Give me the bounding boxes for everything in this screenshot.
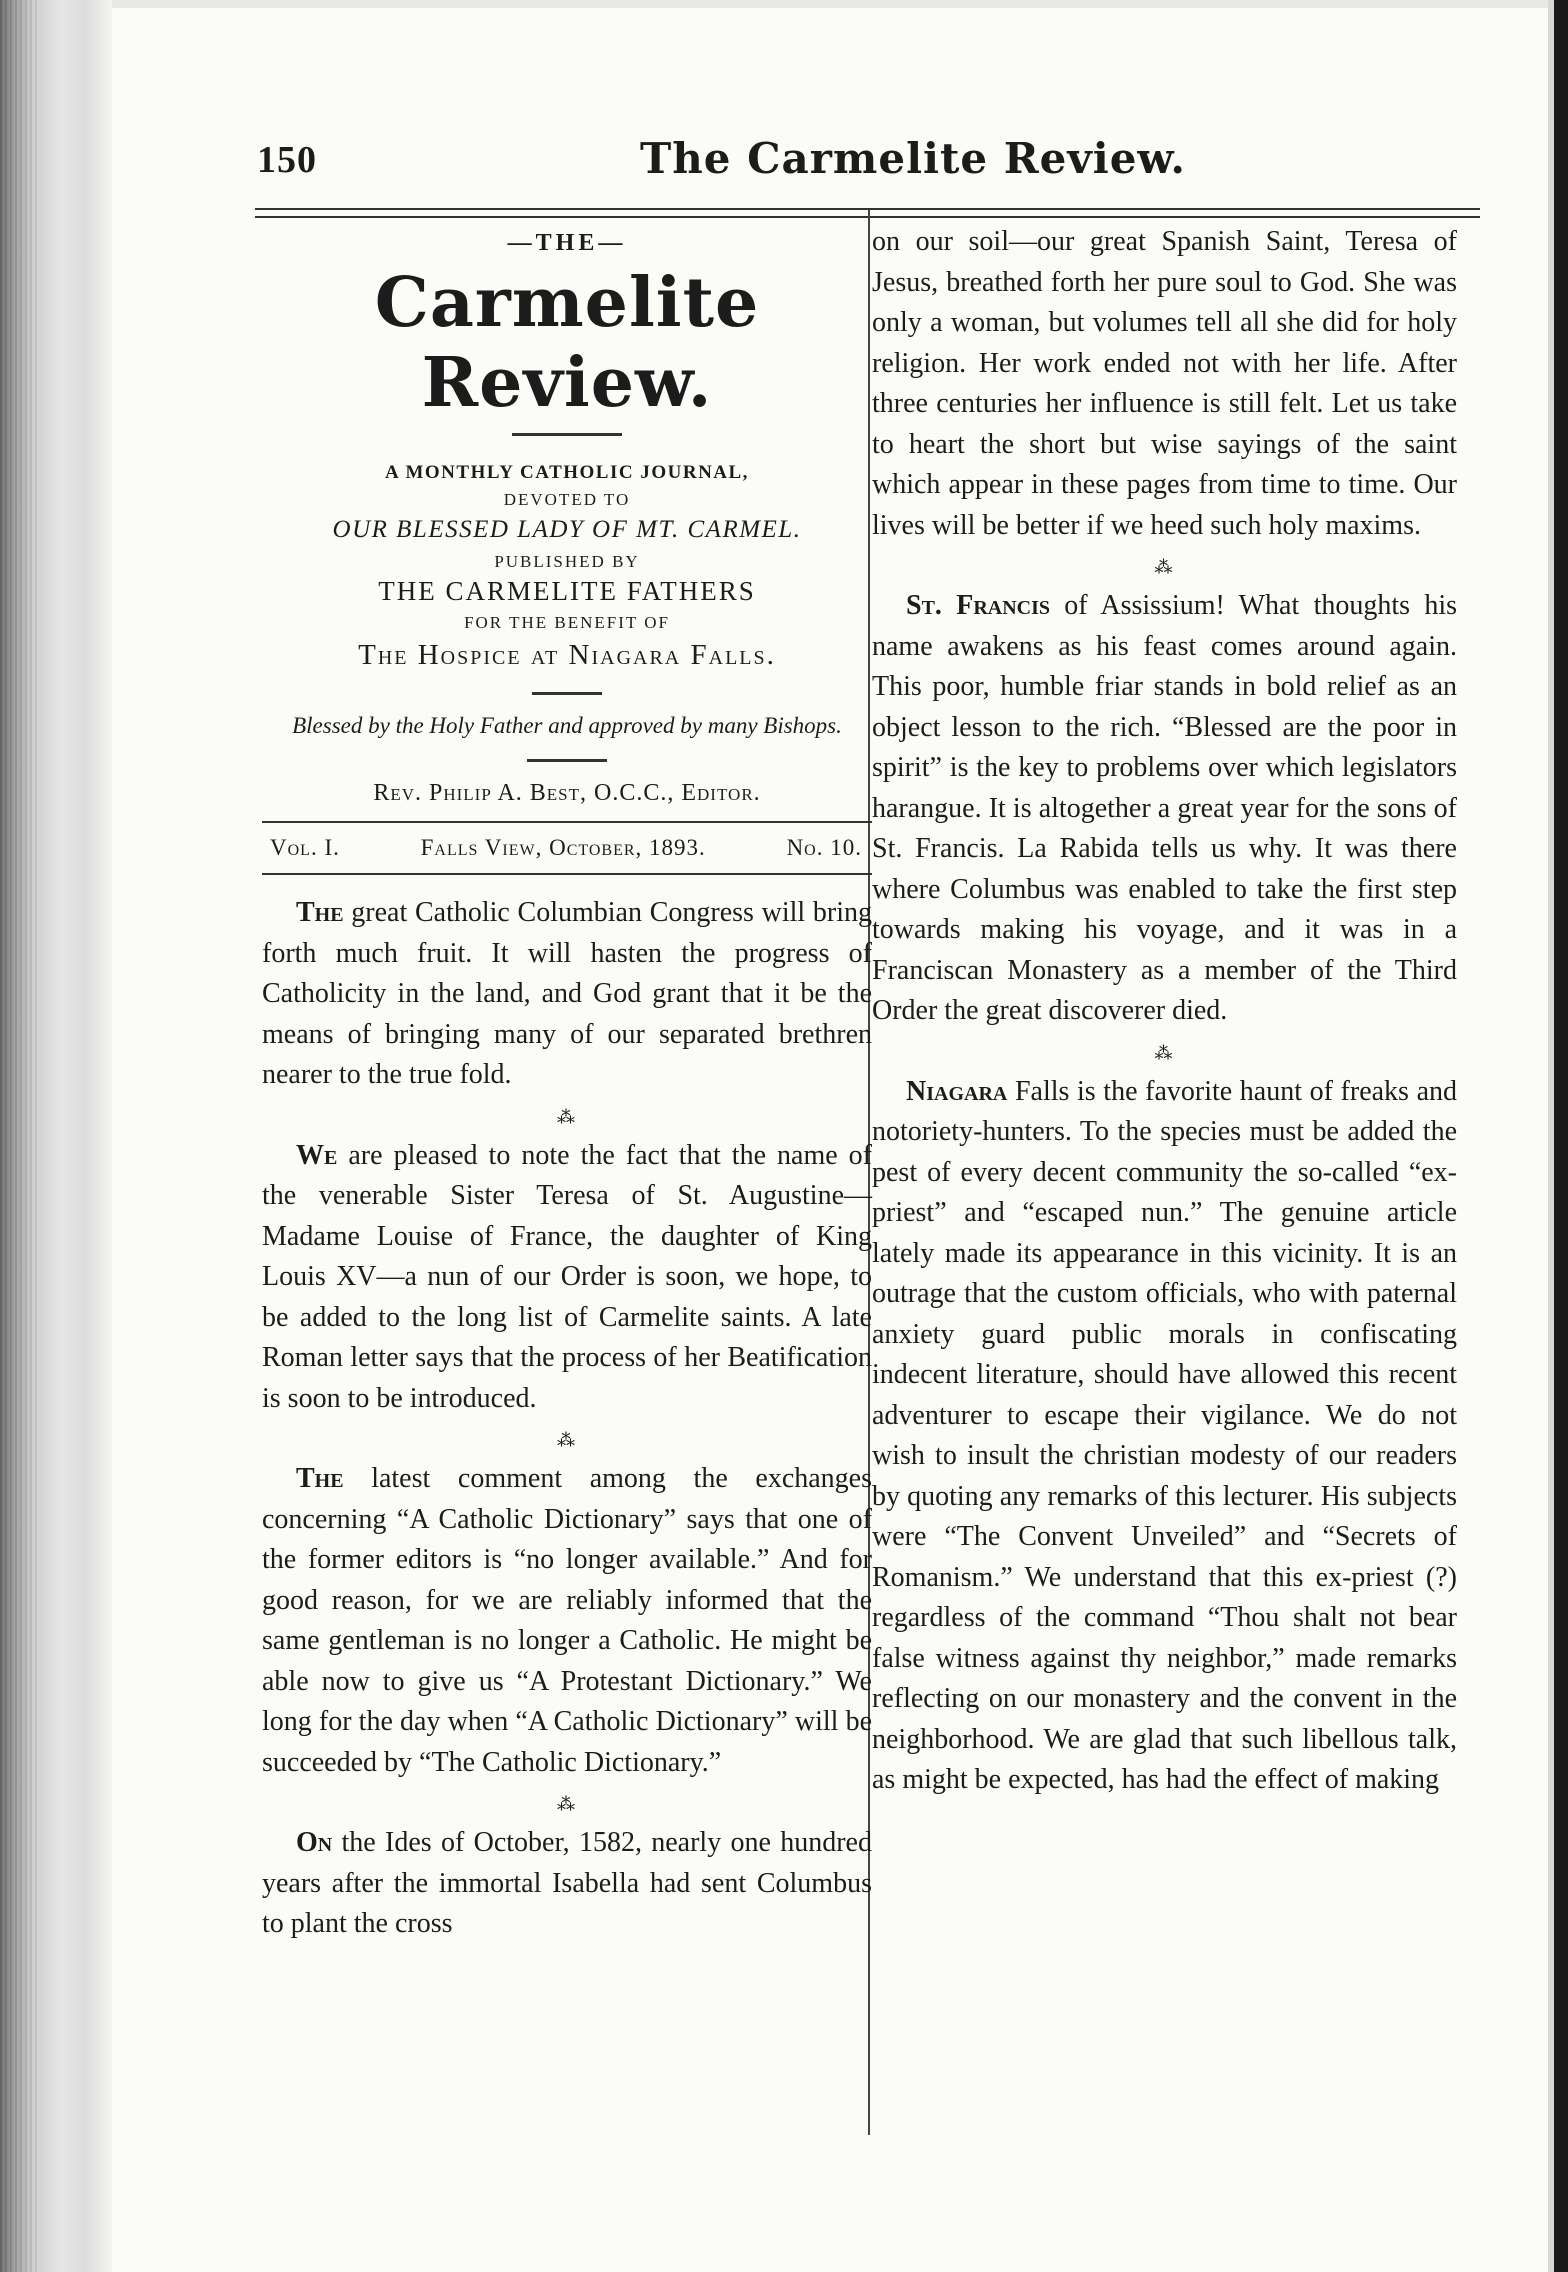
article-paragraph: On the Ides of October, 1582, nearly one hundred years after the immortal Isabella had sent Columbus to plant the cross — [262, 1827, 872, 1939]
masthead-publisher: THE CARMELITE FATHERS — [378, 576, 756, 606]
issue-place-date: Falls View, October, 1893. — [420, 835, 706, 860]
article-paragraph: St. Francis of Assissium! What thoughts his name awakens as his feast comes around again. This poor, humble friar stands in bold relief as an object lesson to the rich. “Blessed are the poor in spirit” is the key to problems over which legislators harangue. It is altogether a great year for the sons of St. Francis. La Rabida tells us why. It was there where Columbus was enabled to take the first step towards making his voyage, and it was in a Franciscan Monastery as a member of the Third Order the great discoverer died. — [872, 590, 1457, 1026]
right-column — [872, 222, 1457, 1801]
masthead-editor: Rev. Philip A. Best, O.C.C., Editor. — [373, 780, 761, 806]
masthead-subtitle: A MONTHLY CATHOLIC JOURNAL, — [385, 462, 749, 483]
article-paragraph: The latest comment among the exchanges concerning “A Catholic Dictionary” says that one of the former editors is “no longer available.” And for good reason, for we are reliably informed that the same gentleman is no longer a Catholic. He might be able now to give us “A Protestant Dictionary.” We long for the day when “A Catholic Dictionary” will be succeeded by “The Catholic Dictionary.” — [262, 1463, 872, 1778]
page-number: 150 — [257, 139, 317, 181]
section-separator: ⁂ — [1154, 1042, 1175, 1063]
article-paragraph: on our soil—our great Spanish Saint, Teresa of Jesus, breathed forth her pure soul to God. She was only a woman, but volumes tell all she did for holy religion. Her work ended not with her life. After three centuries her influence is still felt. Let us take to heart the short but wise sayings of the saint which appear in these pages from time to time. Our lives will be better if we heed such holy maxims. — [872, 226, 1457, 541]
scan-right-border — [1554, 0, 1568, 2272]
issue-volume: Vol. I. — [270, 835, 340, 860]
masthead — [262, 230, 872, 807]
issue-number: No. 10. — [786, 835, 862, 860]
masthead-dedication: OUR BLESSED LADY OF MT. CARMEL. — [332, 516, 802, 543]
article-paragraph: We are pleased to note the fact that the name of the venerable Sister Teresa of St. Augustine—Madame Louise of France, the daughter of King Louis XV—a nun of our Order is soon, we hope, to be added to the long list of Carmelite saints. A late Roman letter says that the process of her Beatification is soon to be introduced. — [262, 1139, 872, 1414]
running-title: The Carmelite Review. — [640, 134, 1186, 183]
article-paragraph: The great Catholic Columbian Congress will bring forth much fruit. It will hasten the progress of Catholicity in the land, and God grant that it be the means of bringing many of our separated brethren nearer to the true fold. — [262, 897, 872, 1090]
left-column — [262, 222, 872, 1945]
section-separator: ⁂ — [557, 1430, 577, 1450]
issue-line — [262, 835, 872, 861]
page-top-edge — [112, 0, 1568, 8]
masthead-published: PUBLISHED BY — [494, 552, 640, 571]
masthead-the: —THE— — [507, 230, 627, 256]
masthead-rule-small — [532, 692, 602, 695]
masthead-blessing: Blessed by the Holy Father and approved by many Bishops. — [292, 713, 842, 738]
issue-rule-bottom — [262, 873, 872, 875]
issue-rule-top — [262, 821, 872, 823]
masthead-title: Carmelite Review. — [374, 263, 760, 423]
article-paragraph: Niagara Falls is the favorite haunt of freaks and notoriety-hunters. To the species must be added the pest of every decent community the so-called “ex-priest” and “escaped nun.” The genuine article lately made its appearance in this vicinity. It is an outrage that the custom officials, who with paternal anxiety guard public morals in confiscating indecent literature, should have allowed this recent adventurer to escape their vigilance. We do not wish to insult the christian modesty of our readers by quoting any remarks of this lecturer. His subjects were “The Convent Unveiled” and “Secrets of Romanism.” We understand that this ex-priest (?) regardless of the command “Thou shalt not bear false witness against thy neighbor,” made remarks reflecting on our monastery and the convent in the neighborhood. We are glad that such libellous talk, as might be expected, has had the effect of making — [872, 1075, 1457, 1795]
masthead-rule — [512, 433, 622, 436]
masthead-rule-editor — [527, 759, 607, 762]
section-separator: ⁂ — [1154, 557, 1175, 577]
section-separator: ⁂ — [557, 1106, 577, 1127]
book-binding-edge — [0, 0, 112, 2272]
masthead-hospice: The Hospice at Niagara Falls. — [358, 639, 776, 671]
masthead-benefit: FOR THE BENEFIT OF — [464, 613, 670, 632]
section-separator: ⁂ — [557, 1794, 577, 1814]
masthead-devoted: DEVOTED TO — [503, 490, 631, 509]
